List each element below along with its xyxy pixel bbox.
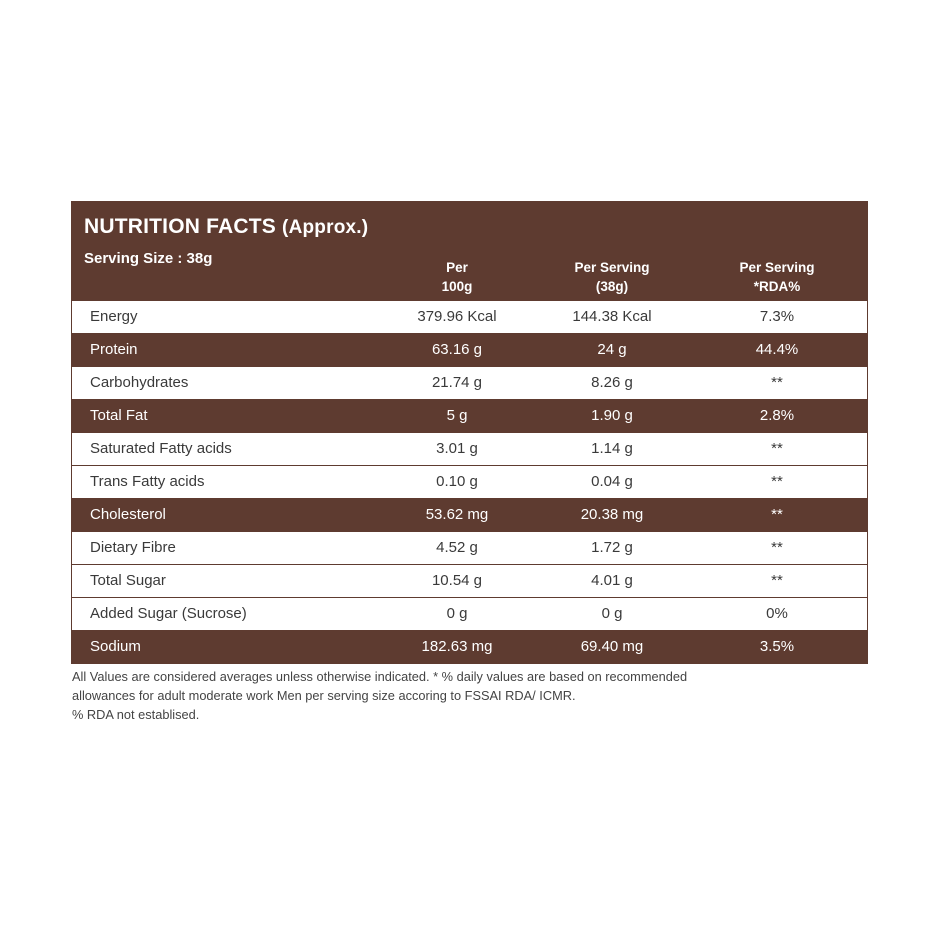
per-serving-value: 69.40 mg xyxy=(580,638,644,655)
table-row xyxy=(72,399,867,432)
per-serving-value: 1.90 g xyxy=(591,407,633,424)
per-serving-value: 1.72 g xyxy=(591,539,633,556)
column-header-line: *RDA% xyxy=(753,279,801,294)
nutrient-name: Dietary Fibre xyxy=(90,539,176,556)
table-header xyxy=(72,202,867,301)
nutrient-name: Saturated Fatty acids xyxy=(90,440,232,457)
nutrient-name: Cholesterol xyxy=(90,506,166,523)
table-row xyxy=(72,465,867,498)
per-100g-value: 0.10 g xyxy=(436,473,478,490)
column-header-rda xyxy=(687,258,867,296)
per-serving-value: 4.01 g xyxy=(591,572,633,589)
per-100g-value: 21.74 g xyxy=(431,374,483,391)
nutrient-name: Sodium xyxy=(90,638,141,655)
table-body xyxy=(72,301,867,663)
footnote-line: allowances for adult moderate work Men per serving size accoring to FSSAI RDA/ ICMR. xyxy=(72,688,576,703)
footnote-line: All Values are considered averages unless otherwise indicated. * % daily values are based on recommended xyxy=(72,669,688,684)
column-header-per-serving xyxy=(522,258,702,296)
table-title xyxy=(84,215,368,239)
footnote-line: % RDA not establised. xyxy=(72,707,200,722)
nutrient-name: Total Fat xyxy=(90,407,148,424)
per-serving-value: 0 g xyxy=(601,605,623,622)
rda-value: ** xyxy=(771,506,783,523)
table-row xyxy=(72,531,867,564)
per-serving-value: 24 g xyxy=(597,341,627,358)
per-100g-value: 53.62 mg xyxy=(425,506,489,523)
rda-value: ** xyxy=(771,440,783,457)
table-row xyxy=(72,366,867,399)
per-100g-value: 4.52 g xyxy=(436,539,478,556)
table-row xyxy=(72,432,867,465)
column-header-line: 100g xyxy=(441,279,473,294)
per-100g-value: 10.54 g xyxy=(431,572,483,589)
column-header-line: Per Serving xyxy=(739,260,815,275)
rda-value: 3.5% xyxy=(759,638,795,655)
table-row xyxy=(72,630,867,663)
rda-value: 44.4% xyxy=(755,341,799,358)
per-100g-value: 3.01 g xyxy=(436,440,478,457)
serving-size: Serving Size : 38g xyxy=(84,250,213,267)
table-row xyxy=(72,597,867,630)
rda-value: ** xyxy=(771,473,783,490)
footnote xyxy=(72,667,852,724)
per-serving-value: 0.04 g xyxy=(591,473,633,490)
rda-value: 7.3% xyxy=(759,308,795,325)
per-serving-value: 1.14 g xyxy=(591,440,633,457)
column-header-per-100g xyxy=(367,258,547,296)
nutrient-name: Energy xyxy=(90,308,138,325)
column-header-line: Per Serving xyxy=(574,260,650,275)
table-row xyxy=(72,333,867,366)
per-100g-value: 379.96 Kcal xyxy=(417,308,497,325)
table-row xyxy=(72,498,867,531)
nutrient-name: Trans Fatty acids xyxy=(90,473,205,490)
nutrient-name: Total Sugar xyxy=(90,572,166,589)
rda-value: ** xyxy=(771,539,783,556)
per-serving-value: 20.38 mg xyxy=(580,506,644,523)
column-header-line: Per xyxy=(446,260,468,275)
per-serving-value: 8.26 g xyxy=(591,374,633,391)
rda-value: ** xyxy=(771,374,783,391)
rda-value: 2.8% xyxy=(759,407,795,424)
per-100g-value: 182.63 mg xyxy=(421,638,493,655)
rda-value: ** xyxy=(771,572,783,589)
rda-value: 0% xyxy=(766,605,788,622)
nutrient-name: Added Sugar (Sucrose) xyxy=(90,605,247,622)
column-header-line: (38g) xyxy=(595,279,629,294)
table-row xyxy=(72,564,867,597)
nutrition-table xyxy=(71,201,868,664)
nutrient-name: Protein xyxy=(90,341,138,358)
per-100g-value: 0 g xyxy=(446,605,468,622)
per-100g-value: 63.16 g xyxy=(431,341,483,358)
nutrient-name: Carbohydrates xyxy=(90,374,189,391)
per-100g-value: 5 g xyxy=(446,407,468,424)
title-text: NUTRITION FACTS xyxy=(84,215,276,238)
table-row xyxy=(72,301,867,333)
title-suffix: (Approx.) xyxy=(282,217,369,238)
per-serving-value: 144.38 Kcal xyxy=(572,308,652,325)
